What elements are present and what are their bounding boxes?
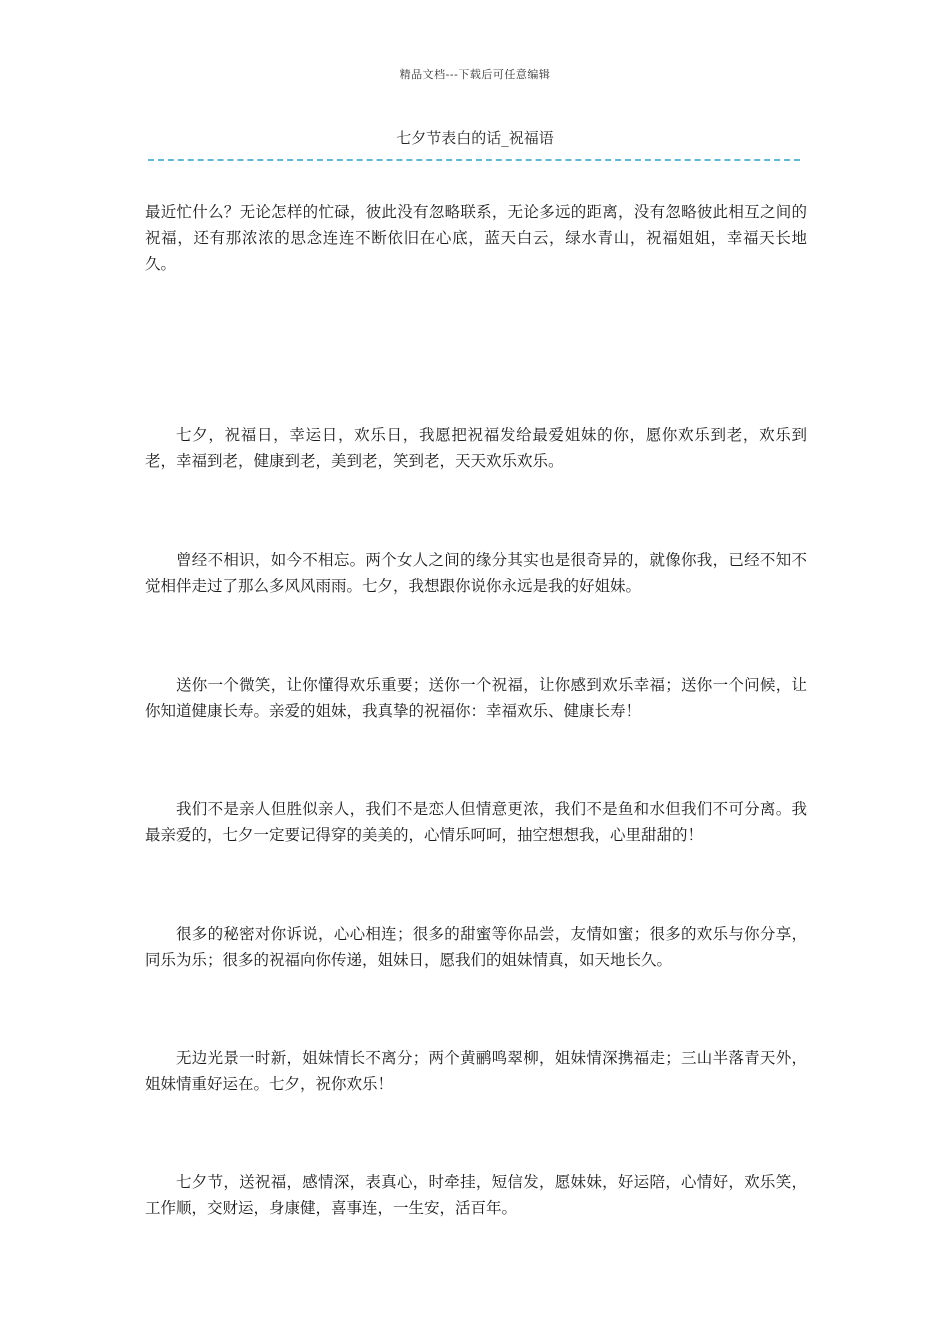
title-divider xyxy=(148,159,800,161)
paragraph-1: 最近忙什么？无论怎样的忙碌，彼此没有忽略联系，无论多远的距离，没有忽略彼此相互之间的祝福，还有那浓浓的思念连连不断依旧在心底，蓝天白云，绿水青山，祝福姐姐，幸福天长地久。 xyxy=(145,203,807,273)
paragraph-2: 七夕，祝福日，幸运日，欢乐日，我愿把祝福发给最爱姐妹的你，愿你欢乐到老，欢乐到老，幸福到老，健康到老，美到老，笑到老，天天欢乐欢乐。 xyxy=(145,426,807,470)
paragraph-3: 曾经不相识，如今不相忘。两个女人之间的缘分其实也是很奇异的，就像你我，已经不知不觉相伴走过了那么多风风雨雨。七夕，我想跟你说你永远是我的好姐妹。 xyxy=(145,551,807,595)
page-header-note: 精品文档---下载后可任意编辑 xyxy=(399,68,551,81)
paragraph-5: 我们不是亲人但胜似亲人，我们不是恋人但情意更浓，我们不是鱼和水但我们不可分离。我最亲爱的，七夕一定要记得穿的美美的，心情乐呵呵，抽空想想我，心里甜甜的！ xyxy=(145,800,807,844)
paragraph-7: 无边光景一时新，姐妹情长不离分；两个黄鹂鸣翠柳，姐妹情深携福走；三山半落青天外，姐妹情重好运在。七夕，祝你欢乐！ xyxy=(145,1049,807,1093)
paragraph-4: 送你一个微笑，让你懂得欢乐重要；送你一个祝福，让你感到欢乐幸福；送你一个问候，让你知道健康长寿。亲爱的姐妹，我真挚的祝福你：幸福欢乐、健康长寿！ xyxy=(145,676,807,720)
paragraph-8: 七夕节，送祝福，感情深，表真心，时牵挂，短信发，愿妹妹，好运陪，心情好，欢乐笑，工作顺，交财运，身康健，喜事连，一生安，活百年。 xyxy=(145,1173,807,1217)
document-title: 七夕节表白的话_祝福语 xyxy=(396,129,554,147)
paragraph-6: 很多的秘密对你诉说，心心相连；很多的甜蜜等你品尝，友情如蜜；很多的欢乐与你分享，同乐为乐；很多的祝福向你传递，姐妹日，愿我们的姐妹情真，如天地长久。 xyxy=(145,925,807,969)
